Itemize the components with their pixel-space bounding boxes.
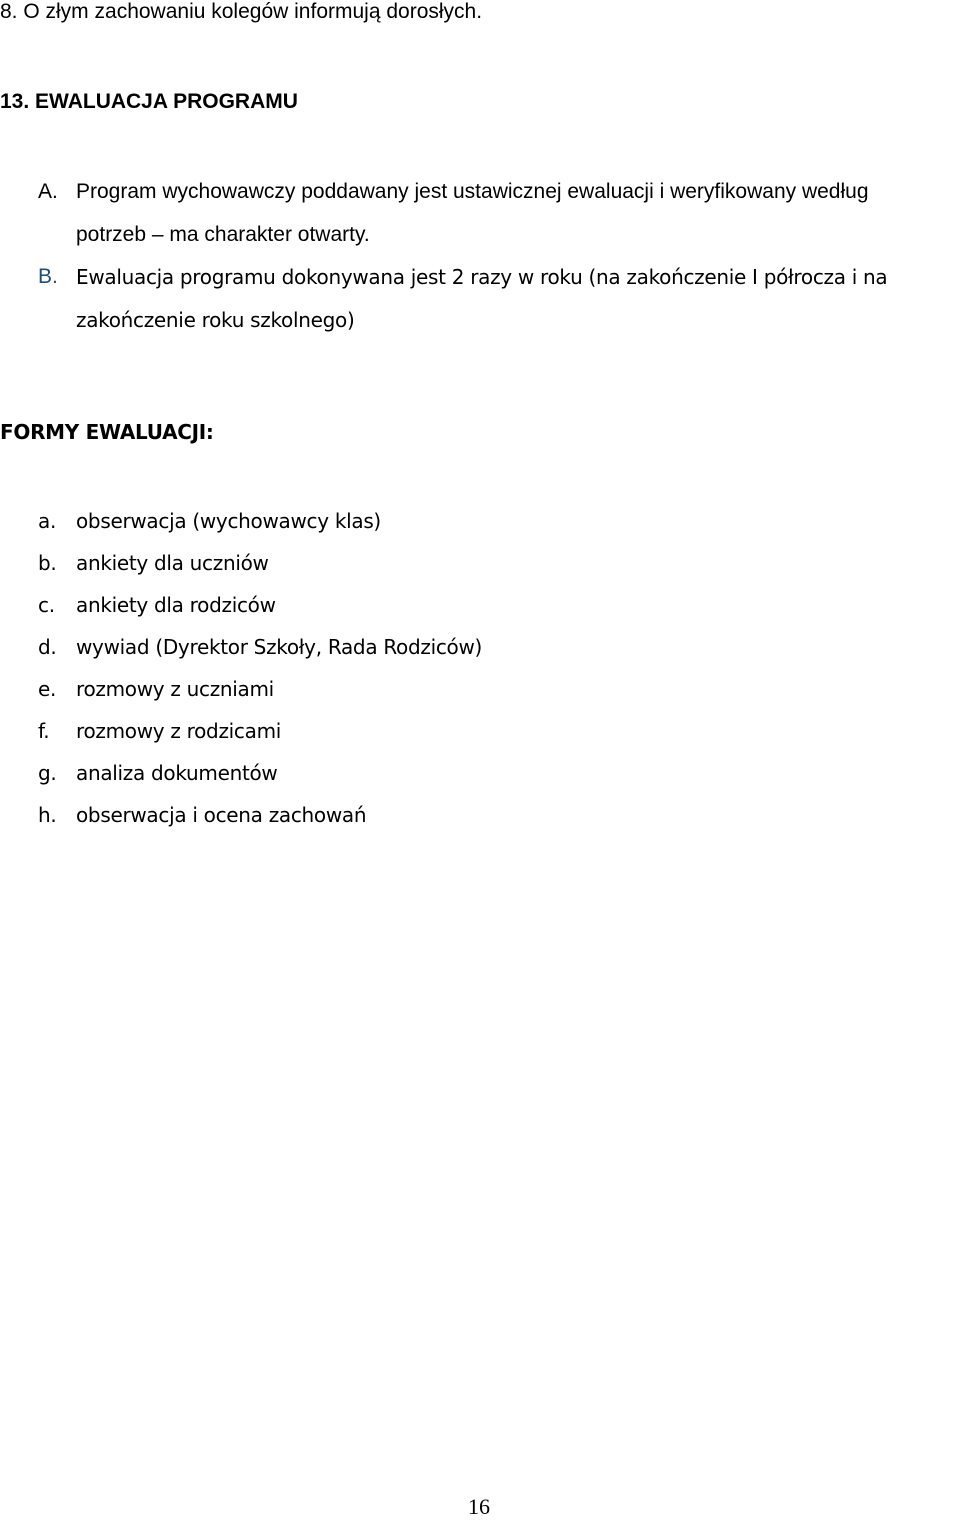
- list-item-label: h.: [38, 803, 57, 827]
- list-item: [0, 719, 960, 749]
- list-item-label: a.: [38, 509, 57, 533]
- list-item-text: obserwacja i ocena zachowań: [76, 803, 367, 827]
- item-text-line-1: Program wychowawczy poddawany jest ustawicznej ewaluacji i weryfikowany według: [76, 180, 869, 203]
- forms-heading: FORMY EWALUACJI:: [0, 420, 214, 444]
- list-item-text: ankiety dla rodziców: [76, 593, 276, 617]
- list-item-text: analiza dokumentów: [76, 761, 278, 785]
- item-text-line-1: Ewaluacja programu dokonywana jest 2 razy w roku (na zakończenie I półrocza i na: [76, 265, 888, 289]
- list-item-text: ankiety dla uczniów: [76, 551, 269, 575]
- item-text-line-2: potrzeb – ma charakter otwarty.: [76, 223, 370, 246]
- list-item: [0, 593, 960, 623]
- list-item: [0, 803, 960, 833]
- list-item-label: d.: [38, 635, 57, 659]
- list-item-label: g.: [38, 761, 57, 785]
- list-item: [0, 635, 960, 665]
- list-item: [0, 551, 960, 581]
- list-item-label: c.: [38, 593, 55, 617]
- item-text-line-2: zakończenie roku szkolnego): [76, 308, 355, 332]
- list-item-text: wywiad (Dyrektor Szkoły, Rada Rodziców): [76, 635, 483, 659]
- item-label: B.: [38, 265, 58, 288]
- section-heading: 13. EWALUACJA PROGRAMU: [0, 90, 298, 113]
- list-item-text: 8. O złym zachowaniu kolegów informują dorosłych.: [0, 0, 483, 23]
- list-item-text: rozmowy z rodzicami: [76, 719, 282, 743]
- list-item-label: b.: [38, 551, 57, 575]
- page-number: 16: [468, 1494, 490, 1519]
- list-item-label: e.: [38, 677, 57, 701]
- list-item-text: obserwacja (wychowawcy klas): [76, 509, 381, 533]
- list-item: [0, 761, 960, 791]
- list-item: [0, 509, 960, 539]
- list-item: [0, 677, 960, 707]
- item-label: A.: [38, 180, 58, 203]
- list-item-text: rozmowy z uczniami: [76, 677, 274, 701]
- list-item-label: f.: [38, 719, 50, 743]
